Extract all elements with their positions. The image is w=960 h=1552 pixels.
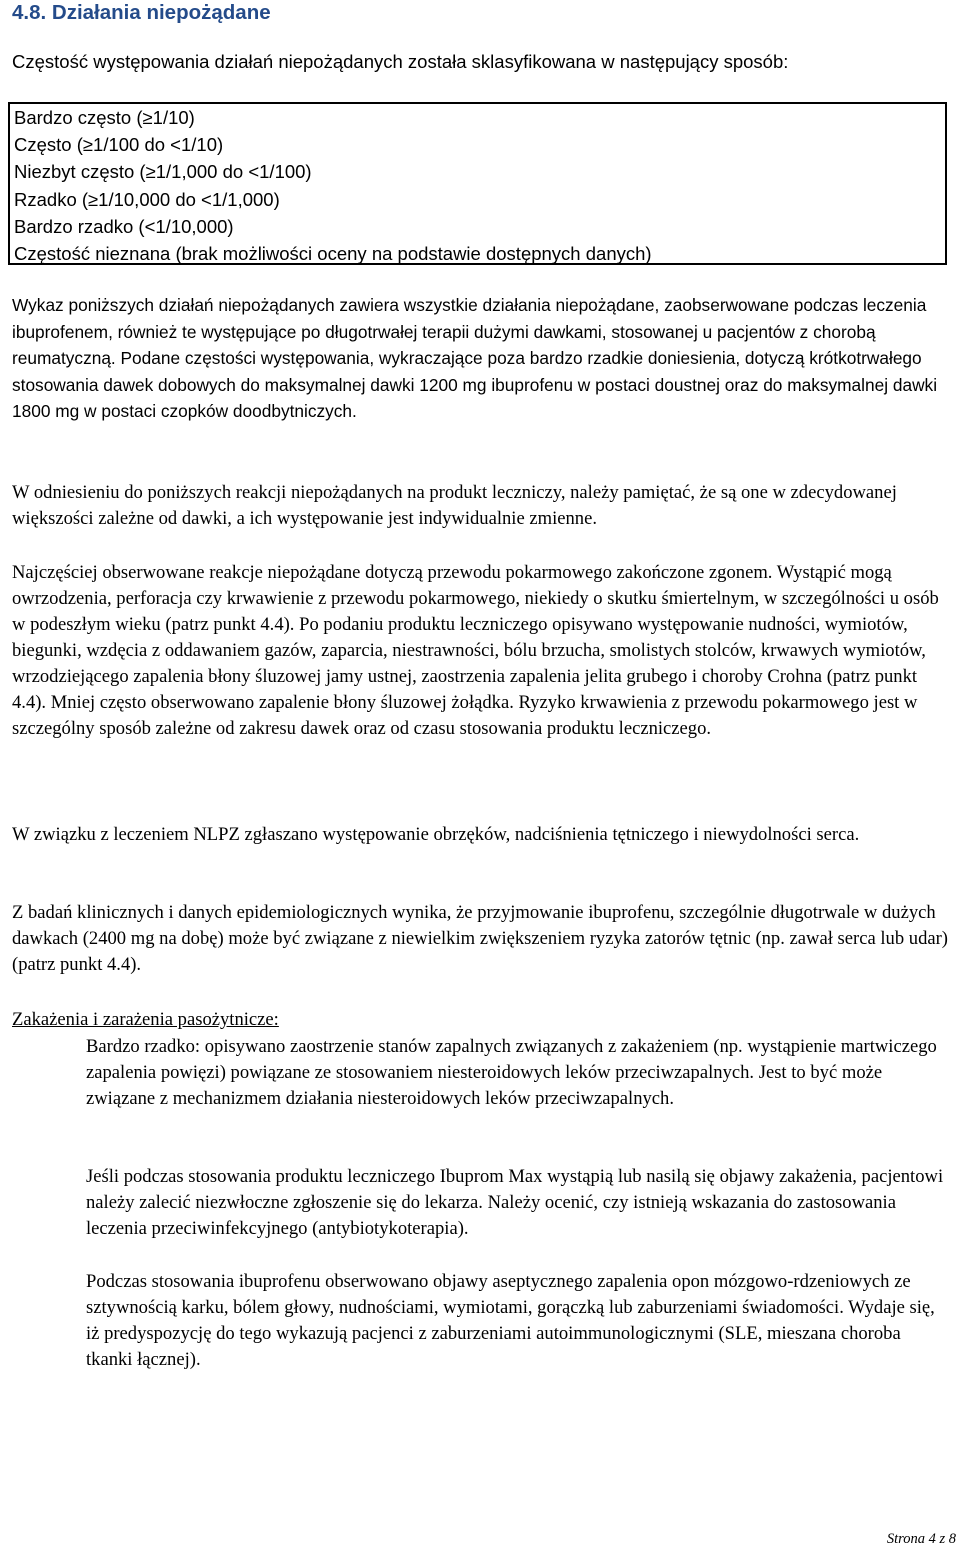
frequency-categories-box xyxy=(8,102,947,265)
paragraph-nsaid-edema: W związku z leczeniem NLPZ zgłaszano występowanie obrzęków, nadciśnienia tętniczego i niewydolności serca. xyxy=(12,824,860,845)
paragraph-list-summary: Wykaz poniższych działań niepożądanych zawiera wszystkie działania niepożądane, zaobserwowane podczas leczenia ibuprofenem, również te występujące po długotrwałej terapii dużymi dawkami, stosowanej u pacjentów z chorobą reumatyczną. Podane częstości występowania, wykraczające poza bardzo rzadkie doniesienia, dotyczą krótkotrwałego stosowania dawek dobowych do maksymalnej dawki 1200 mg ibuprofenu w postaci doustnej oraz do maksymalnej dawki 1800 mg w postaci czopków doodbytniczych. xyxy=(12,295,938,422)
infections-very-rare: Bardzo rzadko: opisywano zaostrzenie stanów zapalnych związanych z zakażeniem (np. wystąpienie martwiczego zapalenia powięzi) powiązane ze stosowaniem niesteroidowych leków przeciwzapalnych. Jest to być może związane z mechanizmem działania niesteroidowych leków przeciwzapalnych. xyxy=(86,1036,937,1109)
frequency-intro: Częstość występowania działań niepożądanych została sklasyfikowana w następujący sposób: xyxy=(12,51,789,72)
infections-advice: Jeśli podczas stosowania produktu leczniczego Ibuprom Max wystąpią lub nasilą się objawy zakażenia, pacjentowi należy zalecić niezwłoczne zgłoszenie się do lekarza. Należy ocenić, czy istnieją wskazania do zastosowania leczenia przeciwinfekcyjnego (antybiotykoterapia). xyxy=(86,1166,944,1239)
frequency-uncommon: Niezbyt często (≥1/1,000 do <1/100) xyxy=(14,161,312,183)
infections-heading: Zakażenia i zarażenia pasożytnicze: xyxy=(12,1009,279,1030)
paragraph-clinical-studies: Z badań klinicznych i danych epidemiologicznych wynika, że przyjmowanie ibuprofenu, szczególnie długotrwale w dużych dawkach (2400 mg na dobę) może być związane z niewielkim zwiększeniem ryzyka zatorów tętnic (np. zawał serca lub udar) (patrz punkt 4.4). xyxy=(12,902,948,975)
paragraph-gastrointestinal: Najczęściej obserwowane reakcje niepożądane dotyczą przewodu pokarmowego zakończone zgonem. Wystąpić mogą owrzodzenia, perforacja czy krwawienie z przewodu pokarmowego, niekiedy o skutku śmiertelnym, w szczególności u osób w podeszłym wieku (patrz punkt 4.4). Po podaniu produktu leczniczego opisywano występowanie nudności, wymiotów, biegunki, wzdęcia z oddawaniem gazów, zaparcia, niestrawności, bólu brzucha, smolistych stolców, krwawych wymiotów, wrzodziejącego zapalenia błony śluzowej jamy ustnej, zaostrzenia zapalenia jelita grubego i choroby Crohna (patrz punkt 4.4). Mniej często obserwowano zapalenie błony śluzowej żołądka. Ryzyko krwawienia z przewodu pokarmowego jest w szczególny sposób zależne od zakresu dawek oraz od czasu stosowania produktu leczniczego. xyxy=(12,562,939,739)
frequency-list xyxy=(14,104,945,267)
frequency-very-common: Bardzo często (≥1/10) xyxy=(14,107,195,128)
aseptic-meningitis-paragraph: Podczas stosowania ibuprofenu obserwowano objawy aseptycznego zapalenia opon mózgowo-rdzeniowych ze sztywnością karku, bólem głowy, nudnościami, wymiotami, gorączką lub zaburzeniami świadomości. Wydaje się, iż predyspozycję do tego wykazują pacjenci z zaburzeniami autoimmunologicznymi (SLE, mieszana choroba tkanki łącznej). xyxy=(86,1271,935,1370)
frequency-common: Często (≥1/100 do <1/10) xyxy=(14,134,224,156)
frequency-very-rare: Bardzo rzadko (<1/10,000) xyxy=(14,215,234,237)
section-heading: 4.8. Działania niepożądane xyxy=(12,1,271,24)
frequency-rare: Rzadko (≥1/10,000 do <1/1,000) xyxy=(14,188,280,210)
page-number: Strona 4 z 8 xyxy=(886,1531,956,1547)
paragraph-dose-dependence: W odniesieniu do poniższych reakcji niepożądanych na produkt leczniczy, należy pamiętać, że są one w zdecydowanej większości zależne od dawki, a ich występowanie jest indywidualnie zmienne. xyxy=(12,482,897,529)
frequency-unknown: Częstość nieznana (brak możliwości oceny na podstawie dostępnych danych) xyxy=(14,243,652,265)
